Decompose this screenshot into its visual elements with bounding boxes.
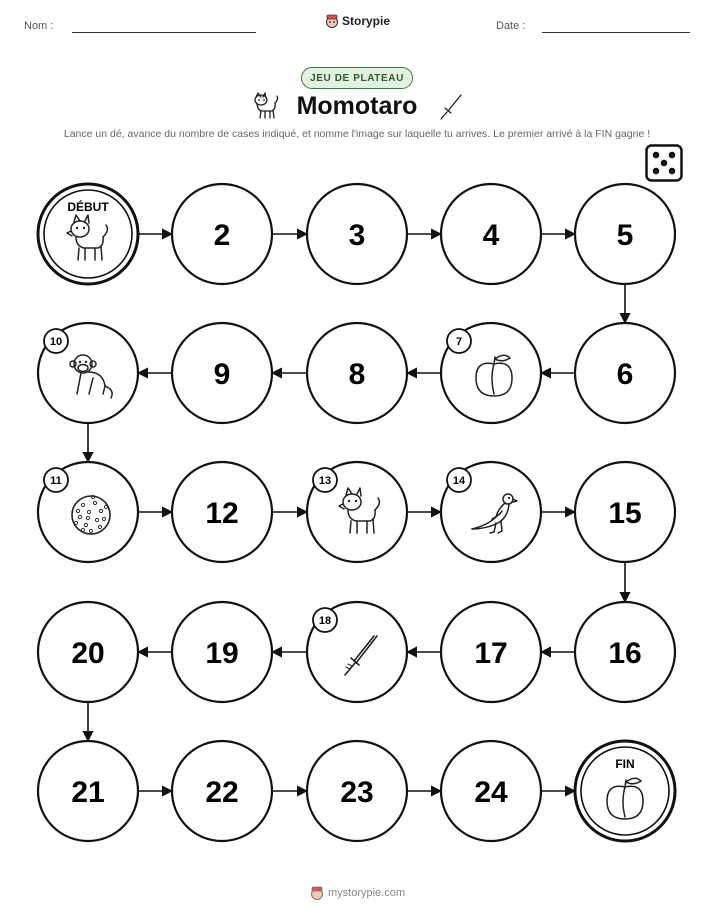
board-cell-6 (575, 323, 675, 423)
cell-number: 3 (348, 219, 366, 252)
cell-number: 13 (318, 475, 332, 487)
board-cell-10 (38, 323, 138, 423)
board-cell-22 (172, 741, 272, 841)
cell-label: DÉBUT (67, 200, 109, 214)
cell-number: 10 (49, 336, 63, 348)
instructions: Lance un dé, avance du nombre de cases indiqué, et nomme l'image sur laquelle tu arrives. Le premier arrivé à la FIN gagne ! (63, 128, 651, 140)
board-cell-13 (307, 462, 407, 562)
cell-number: 22 (205, 776, 239, 809)
cell-number: 18 (318, 615, 332, 627)
board-cell-3 (307, 184, 407, 284)
footer-url: mystorypie.com (328, 887, 406, 899)
footer (310, 886, 405, 900)
name-label: Nom : (24, 20, 54, 32)
cell-number: 21 (71, 776, 105, 809)
board-cell-21 (38, 741, 138, 841)
board-cell-4 (441, 184, 541, 284)
cell-number: 14 (452, 475, 466, 487)
cell-number: 23 (340, 776, 374, 809)
cell-number: 9 (213, 358, 231, 391)
cell-number: 8 (348, 358, 366, 391)
board-cell-16 (575, 602, 675, 702)
cell-number: 20 (71, 637, 105, 670)
board-cell-18 (307, 602, 407, 702)
board-cell-19 (172, 602, 272, 702)
cell-number: 11 (50, 475, 62, 487)
board-cell-7 (441, 323, 541, 423)
board-cell-11 (38, 462, 138, 562)
cell-number: 6 (616, 358, 634, 391)
board-cell-23 (307, 741, 407, 841)
board-cell-15 (575, 462, 675, 562)
board-cell-9 (172, 323, 272, 423)
board-cell-20 (38, 602, 138, 702)
cell-number: 12 (205, 497, 239, 530)
board-cell-5 (575, 184, 675, 284)
cell-number: 24 (474, 776, 508, 809)
date-label: Date : (496, 20, 526, 32)
board-cell-24 (441, 741, 541, 841)
cell-number: 2 (213, 219, 231, 252)
cell-number: 17 (474, 637, 508, 670)
cell-number: 19 (205, 637, 239, 670)
cell-number: 15 (608, 497, 642, 530)
board-cell-début (38, 184, 138, 284)
board-cell-8 (307, 323, 407, 423)
brand-name: Storypie (342, 14, 391, 28)
board-cell-2 (172, 184, 272, 284)
game-type-badge: JEU DE PLATEAU (301, 67, 413, 89)
page-title: Momotaro (296, 92, 418, 120)
board-cell-14 (441, 462, 541, 562)
cell-number: 16 (608, 637, 642, 670)
board-cell-17 (441, 602, 541, 702)
board-cell-12 (172, 462, 272, 562)
cell-number: 4 (482, 219, 500, 252)
cell-number: 5 (616, 219, 634, 252)
storypie-footer-icon (310, 886, 324, 900)
cell-number: 7 (455, 336, 463, 348)
board-cell-fin (575, 741, 675, 841)
cell-label: FIN (615, 757, 635, 771)
